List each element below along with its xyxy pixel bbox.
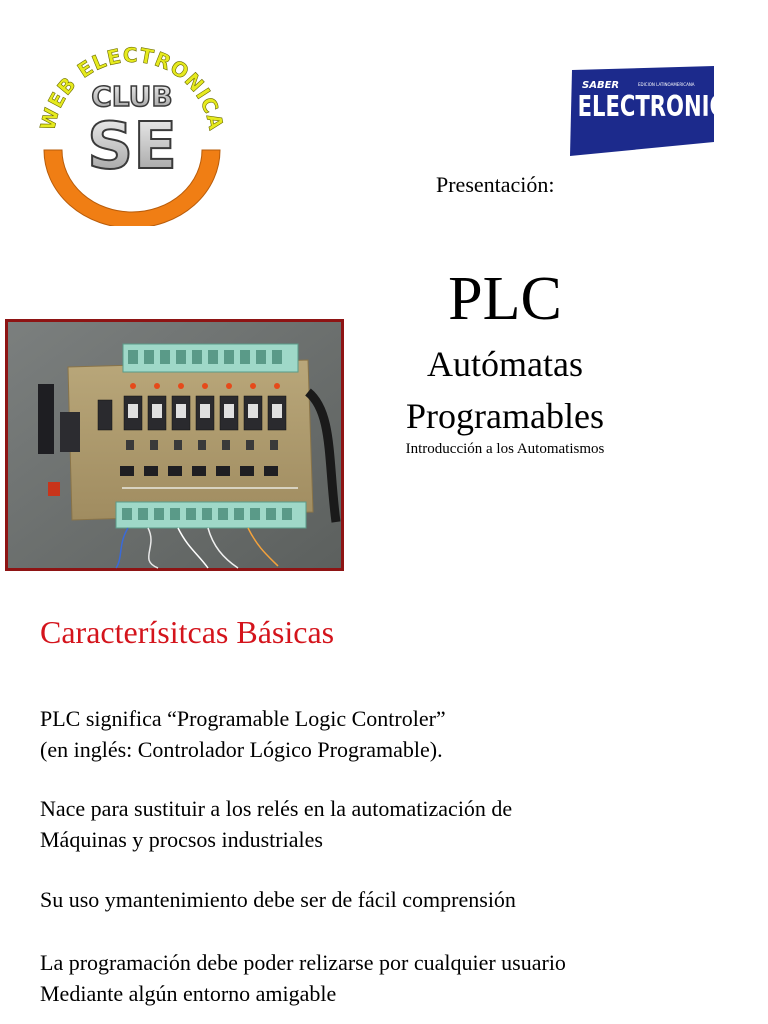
paragraph-maintenance <box>40 884 516 915</box>
paragraph-programming <box>40 947 566 1009</box>
presentation-label: Presentación: <box>436 172 555 197</box>
svg-text:SE: SE <box>87 110 177 184</box>
paragraph-line: Máquinas y procsos industriales <box>40 827 323 852</box>
paragraph-line: Su uso ymantenimiento debe ser de fácil comprensión <box>40 887 516 912</box>
paragraph-line: Mediante algún entorno amigable <box>40 981 337 1006</box>
saber-electronica-logo <box>568 64 742 158</box>
svg-text:WEB ELECTRONICA: WEB ELECTRONICA <box>35 42 229 133</box>
title-programables: Programables <box>406 396 604 436</box>
paragraph-line: Nace para sustituir a los relés en la automatización de <box>40 796 513 821</box>
subtitle-intro: Introducción a los Automatismos <box>405 441 605 457</box>
paragraph-line: (en inglés: Controlador Lógico Programable). <box>40 737 443 762</box>
svg-text:EDICION LATINOAMERICANA: EDICION LATINOAMERICANA <box>638 82 695 87</box>
svg-text:SABER: SABER <box>582 80 620 91</box>
title-plc: PLC <box>448 265 562 333</box>
paragraph-line: La programación debe poder relizarse por cualquier usuario <box>40 950 566 975</box>
plc-board-photo <box>5 319 344 571</box>
club-se-logo <box>34 40 230 226</box>
paragraph-origin <box>40 793 512 855</box>
paragraph-line: PLC significa “Programable Logic Controler” <box>40 706 446 731</box>
section-heading: Caracterísitcas Básicas <box>40 614 335 650</box>
svg-text:CLUB: CLUB <box>91 80 173 113</box>
title-automatas: Autómatas <box>427 344 583 384</box>
svg-text:ELECTRONICA: ELECTRONICA <box>577 89 742 123</box>
paragraph-plc-meaning <box>40 703 446 765</box>
